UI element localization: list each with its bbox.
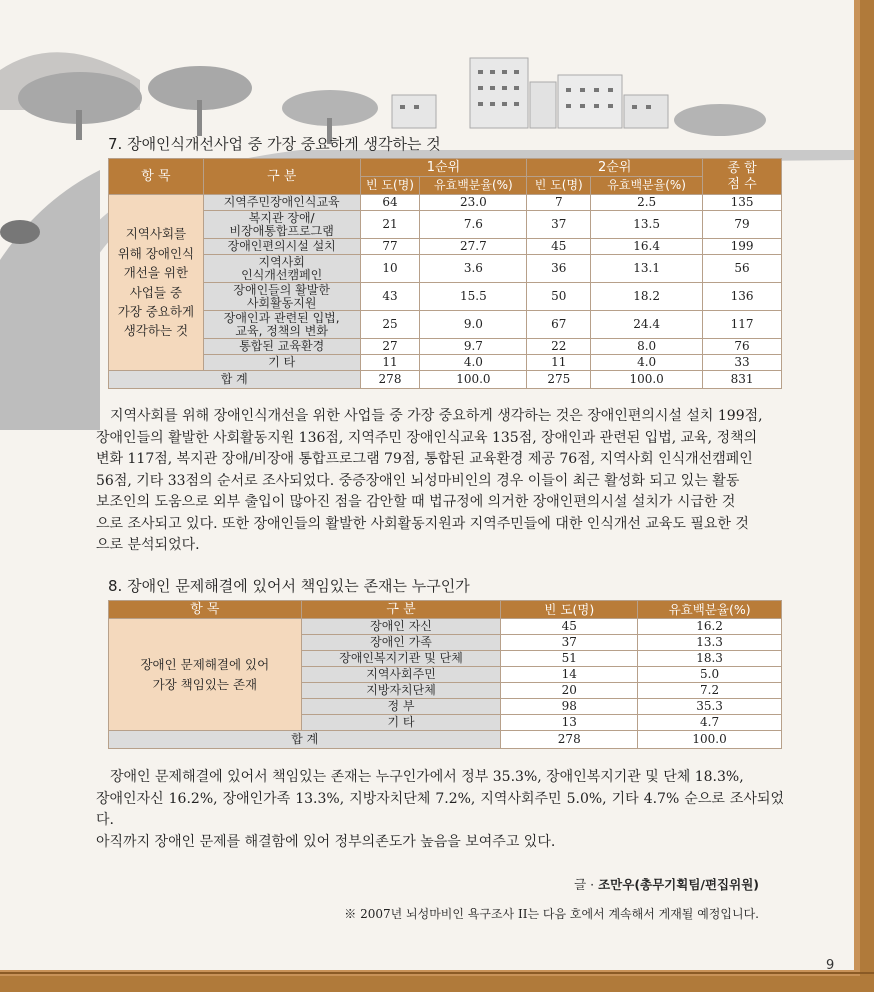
header-item: 항 목 <box>109 601 302 619</box>
freq2-cell: 36 <box>527 255 591 283</box>
pct-cell: 16.2 <box>638 619 782 635</box>
header-freq: 빈 도(명) <box>501 601 638 619</box>
freq-cell: 20 <box>501 683 638 699</box>
section8-table <box>108 600 782 749</box>
freq1-cell: 21 <box>360 211 420 239</box>
freq1-cell: 43 <box>360 283 420 311</box>
freq1-cell: 11 <box>360 355 420 371</box>
pct1-cell: 4.0 <box>420 355 527 371</box>
total-cell: 135 <box>703 195 782 211</box>
sum-pct1: 100.0 <box>420 371 527 389</box>
pct1-cell: 15.5 <box>420 283 527 311</box>
category-cell: 기 타 <box>203 355 360 371</box>
pct2-cell: 24.4 <box>591 311 703 339</box>
pct1-cell: 3.6 <box>420 255 527 283</box>
total-cell: 56 <box>703 255 782 283</box>
sum-freq1: 278 <box>360 371 420 389</box>
sum-pct2: 100.0 <box>591 371 703 389</box>
category-cell: 복지관 장애/ 비장애통합프로그램 <box>203 211 360 239</box>
pct2-cell: 13.5 <box>591 211 703 239</box>
header-rank2: 2순위 <box>527 159 703 177</box>
sum-total: 831 <box>703 371 782 389</box>
pct-cell: 18.3 <box>638 651 782 667</box>
freq2-cell: 7 <box>527 195 591 211</box>
pct2-cell: 4.0 <box>591 355 703 371</box>
total-cell: 33 <box>703 355 782 371</box>
buildings-illustration <box>392 58 668 128</box>
section7-paragraph: 지역사회를 위해 장애인식개선을 위한 사업들 중 가장 중요하게 생각하는 것은 장애인편의시설 설치 199점, 장애인들의 활발한 사회활동지원 136점, 지역주민 장애인식교육 135점, 장애인과 관련된 입법, 교육, 정책의 변화 117점, 복지관 장애/비장애 통합프로그램 79점, 통합된 교육환경 제공 76점, 지역사회 인식개선캠페인 56점, 기타 33점의 순서로 조사되었다. 중증장애인 뇌성마비인의 경우 이들이 최근 활성화 되고 있는 활동 보조인의 도움으로 외부 출입이 많아진 점을 감안할 때 법규정에 의거한 장애인편의시설 설치가 시급한 것 으로 조사되고 있다. 또한 장애인들의 활발한 사회활동지원과 지역주민들에 대한 인식개선 교육도 필요한 것 으로 분석되었다. <box>96 408 763 553</box>
pct2-cell: 16.4 <box>591 239 703 255</box>
category-cell: 지방자치단체 <box>301 683 501 699</box>
continuation-note: ※ 2007년 뇌성마비인 욕구조사 II는 다음 호에서 계속해서 게재될 예정입니다. <box>344 907 759 921</box>
section7-table <box>108 158 782 389</box>
total-cell: 199 <box>703 239 782 255</box>
freq-cell: 14 <box>501 667 638 683</box>
header-rank1: 1순위 <box>360 159 527 177</box>
total-cell: 136 <box>703 283 782 311</box>
category-cell: 지역사회 인식개선캠페인 <box>203 255 360 283</box>
category-cell: 기 타 <box>301 715 501 731</box>
section8-paragraph: 장애인 문제해결에 있어서 책임있는 존재는 누구인가에서 정부 35.3%, 장애인복지기관 및 단체 18.3%, 장애인자신 16.2%, 장애인가족 13.3%, 지방자치단체 7.2%, 지역사회주민 5.0%, 기타 4.7% 순으로 조사되었다. 아직까지 장애인 문제를 해결함에 있어 정부의존도가 높음을 보여주고 있다. <box>96 769 784 850</box>
freq2-cell: 50 <box>527 283 591 311</box>
car-illustration <box>0 220 40 244</box>
total-cell: 76 <box>703 339 782 355</box>
category-cell: 정 부 <box>301 699 501 715</box>
author-prefix: 글 · <box>574 877 599 892</box>
freq2-cell: 45 <box>527 239 591 255</box>
sum-freq2: 275 <box>527 371 591 389</box>
pct-cell: 5.0 <box>638 667 782 683</box>
header-freq-1: 빈 도(명) <box>360 177 420 195</box>
category-cell: 지역사회주민 <box>301 667 501 683</box>
pct2-cell: 8.0 <box>591 339 703 355</box>
sum-label: 합 계 <box>109 731 501 749</box>
category-cell: 지역주민장애인식교육 <box>203 195 360 211</box>
author-name: 조만우(총무기획팀/편집위원) <box>598 877 759 892</box>
author-credit <box>574 875 759 893</box>
page-number: 9 <box>826 958 835 973</box>
freq2-cell: 22 <box>527 339 591 355</box>
header-category: 구 분 <box>203 159 360 195</box>
category-cell: 통합된 교육환경 <box>203 339 360 355</box>
header-total: 종 합 점 수 <box>703 159 782 195</box>
header-pct: 유효백분율(%) <box>638 601 782 619</box>
freq1-cell: 27 <box>360 339 420 355</box>
section8-row-label: 장애인 문제해결에 있어 가장 책임있는 존재 <box>109 619 302 731</box>
freq2-cell: 37 <box>527 211 591 239</box>
category-cell: 장애인편의시설 설치 <box>203 239 360 255</box>
header-item: 항 목 <box>109 159 204 195</box>
category-cell: 장애인과 관련된 입법, 교육, 정책의 변화 <box>203 311 360 339</box>
freq1-cell: 77 <box>360 239 420 255</box>
freq-cell: 51 <box>501 651 638 667</box>
total-cell: 79 <box>703 211 782 239</box>
pct2-cell: 18.2 <box>591 283 703 311</box>
sum-freq: 278 <box>501 731 638 749</box>
freq1-cell: 10 <box>360 255 420 283</box>
freq-cell: 37 <box>501 635 638 651</box>
pct1-cell: 7.6 <box>420 211 527 239</box>
total-cell: 117 <box>703 311 782 339</box>
category-cell: 장애인 가족 <box>301 635 501 651</box>
freq-cell: 13 <box>501 715 638 731</box>
pct2-cell: 2.5 <box>591 195 703 211</box>
sum-pct: 100.0 <box>638 731 782 749</box>
pct-cell: 13.3 <box>638 635 782 651</box>
category-cell: 장애인복지기관 및 단체 <box>301 651 501 667</box>
section7-row-label: 지역사회를 위해 장애인식 개선을 위한 사업들 중 가장 중요하게 생각하는 것 <box>109 195 204 371</box>
freq2-cell: 11 <box>527 355 591 371</box>
pct-cell: 4.7 <box>638 715 782 731</box>
freq-cell: 45 <box>501 619 638 635</box>
pct1-cell: 9.0 <box>420 311 527 339</box>
header-pct-2: 유효백분율(%) <box>591 177 703 195</box>
sum-label: 합 계 <box>109 371 361 389</box>
freq2-cell: 67 <box>527 311 591 339</box>
section7-title: 7. 장애인식개선사업 중 가장 중요하게 생각하는 것 <box>108 135 441 153</box>
header-freq-2: 빈 도(명) <box>527 177 591 195</box>
pct-cell: 7.2 <box>638 683 782 699</box>
pct-cell: 35.3 <box>638 699 782 715</box>
pct1-cell: 27.7 <box>420 239 527 255</box>
category-cell: 장애인들의 활발한 사회활동지원 <box>203 283 360 311</box>
pct1-cell: 23.0 <box>420 195 527 211</box>
header-pct-1: 유효백분율(%) <box>420 177 527 195</box>
category-cell: 장애인 자신 <box>301 619 501 635</box>
freq1-cell: 25 <box>360 311 420 339</box>
pct2-cell: 13.1 <box>591 255 703 283</box>
header-category: 구 분 <box>301 601 501 619</box>
freq-cell: 98 <box>501 699 638 715</box>
freq1-cell: 64 <box>360 195 420 211</box>
pct1-cell: 9.7 <box>420 339 527 355</box>
section8-title: 8. 장애인 문제해결에 있어서 책임있는 존재는 누구인가 <box>108 577 470 595</box>
page-footer-line <box>0 972 874 974</box>
